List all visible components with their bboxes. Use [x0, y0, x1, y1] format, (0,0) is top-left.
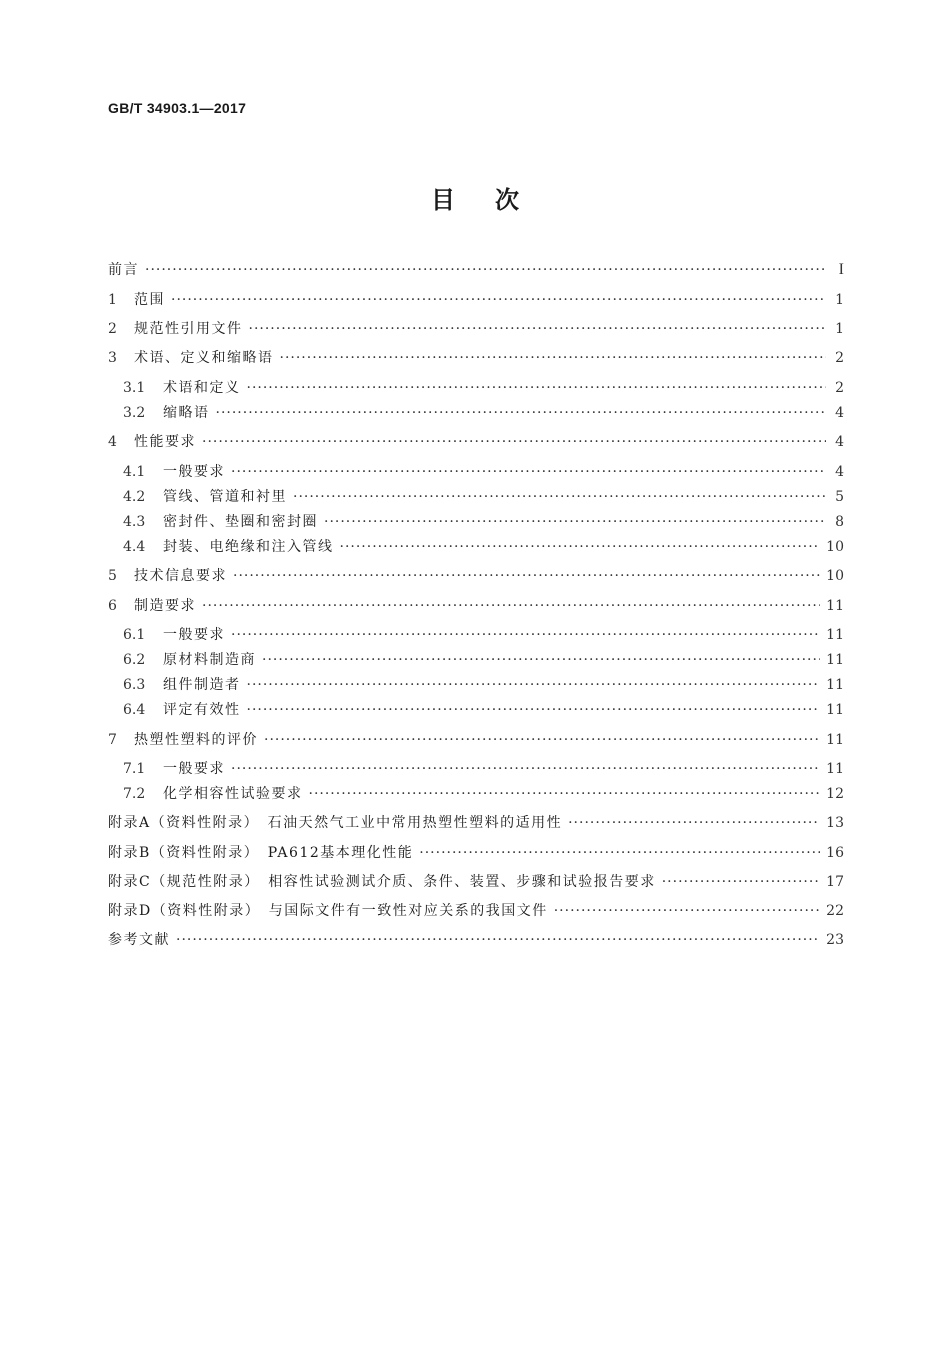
toc-entry-text: 热塑性塑料的评价 [134, 732, 258, 748]
dot-leader [249, 319, 827, 339]
toc-entry-page: 4 [835, 464, 844, 480]
dot-leader [340, 537, 821, 557]
toc-entry-text: 附录D（资料性附录） 与国际文件有一致性对应关系的我国文件 [108, 903, 548, 919]
toc-entry-number: 1 [108, 292, 117, 308]
toc-entry-page: 22 [826, 903, 844, 919]
toc-entry-page: 4 [835, 434, 844, 450]
dot-leader [324, 512, 826, 532]
toc-entry-number: 6.2 [123, 652, 146, 668]
toc-entry-number: 4.4 [123, 539, 146, 555]
toc-entry-7-2[interactable] [123, 784, 844, 804]
toc-entry-number: 6.3 [123, 677, 146, 693]
toc-entry-page: 11 [826, 652, 844, 668]
toc-entry-page: 5 [835, 489, 844, 505]
toc-entry-number: 6.4 [123, 702, 146, 718]
toc-entry-page: 17 [826, 874, 844, 890]
toc-entry-page: 1 [835, 321, 844, 337]
toc-entry-number: 4.2 [123, 489, 146, 505]
toc-entry-number: 3 [108, 350, 117, 366]
toc-entry-page: 4 [835, 405, 844, 421]
toc-entry-number: 4.3 [123, 514, 146, 530]
dot-leader [419, 843, 820, 863]
toc-entry-number: 2 [108, 321, 117, 337]
toc-entry-6-3[interactable] [123, 675, 844, 695]
toc-entry-page: 23 [826, 932, 844, 948]
toc-entry-page: 11 [826, 598, 844, 614]
toc-entry-foreword[interactable] [108, 260, 844, 280]
dot-leader [231, 625, 820, 645]
dot-leader [568, 813, 820, 833]
toc-entry-6-4[interactable] [123, 700, 844, 720]
toc-entry-page: 11 [826, 702, 844, 718]
toc-entry-text: 密封件、垫圈和密封圈 [163, 514, 318, 530]
toc-entry-page: 2 [835, 350, 844, 366]
toc-entry-4-4[interactable] [123, 537, 844, 557]
dot-leader [264, 730, 820, 750]
toc-entry-4-1[interactable] [123, 462, 844, 482]
toc-entry-text: 组件制造者 [163, 677, 241, 693]
toc-entry-4[interactable] [108, 432, 844, 452]
dot-leader [233, 566, 820, 586]
toc-entry-appendix-b[interactable] [108, 843, 844, 863]
toc-entry-number: 3.1 [123, 380, 146, 396]
toc-entry-6-1[interactable] [123, 625, 844, 645]
dot-leader [216, 403, 827, 423]
dot-leader [145, 260, 826, 280]
toc-entry-1[interactable] [108, 290, 844, 310]
toc-entry-page: 11 [826, 732, 844, 748]
toc-entry-number: 6 [108, 598, 117, 614]
toc-entry-text: 一般要求 [163, 761, 225, 777]
toc-entry-appendix-d[interactable] [108, 901, 844, 921]
toc-entry-text: 附录C（规范性附录） 相容性试验测试介质、条件、装置、步骤和试验报告要求 [108, 874, 656, 890]
toc-entry-text: 封装、电绝缘和注入管线 [163, 539, 334, 555]
toc-entry-page: 11 [826, 627, 844, 643]
toc-entry-3[interactable] [108, 348, 844, 368]
dot-leader [171, 290, 826, 310]
toc-entry-number: 3.2 [123, 405, 146, 421]
toc-entry-page: 11 [826, 677, 844, 693]
toc-entry-text: 前言 [108, 262, 139, 278]
toc-entry-number: 6.1 [123, 627, 146, 643]
toc-entry-text: 附录B（资料性附录） PA612基本理化性能 [108, 845, 414, 861]
toc-entry-appendix-c[interactable] [108, 872, 844, 892]
dot-leader [176, 930, 820, 950]
toc-entry-number: 4 [108, 434, 117, 450]
toc-entry-text: 参考文献 [108, 932, 170, 948]
toc-entry-text: 规范性引用文件 [134, 321, 243, 337]
toc-entry-page: 16 [826, 845, 844, 861]
toc-entry-text: 管线、管道和衬里 [163, 489, 287, 505]
toc-entry-text: 缩略语 [163, 405, 210, 421]
dot-leader [231, 759, 820, 779]
dot-leader [293, 487, 826, 507]
dot-leader [247, 378, 827, 398]
toc-entry-2[interactable] [108, 319, 844, 339]
toc-entry-text: 评定有效性 [163, 702, 241, 718]
toc-entry-text: 附录A（资料性附录） 石油天然气工业中常用热塑性塑料的适用性 [108, 815, 563, 831]
toc-entry-text: 术语和定义 [163, 380, 241, 396]
dot-leader [247, 675, 821, 695]
standard-code: GB/T 34903.1—2017 [108, 100, 247, 116]
toc-entry-7-1[interactable] [123, 759, 844, 779]
dot-leader [247, 700, 821, 720]
toc-entry-5[interactable] [108, 566, 844, 586]
toc-entry-text: 一般要求 [163, 464, 225, 480]
toc-entry-3-2[interactable] [123, 403, 844, 423]
toc-entry-page: 2 [835, 380, 844, 396]
toc-entry-6-2[interactable] [123, 650, 844, 670]
toc-entry-text: 制造要求 [134, 598, 196, 614]
dot-leader [309, 784, 821, 804]
dot-leader [280, 348, 827, 368]
dot-leader [231, 462, 826, 482]
dot-leader [262, 650, 820, 670]
toc-entry-page: 10 [826, 539, 844, 555]
toc-entry-text: 一般要求 [163, 627, 225, 643]
dot-leader [202, 432, 826, 452]
dot-leader [662, 872, 820, 892]
toc-entry-appendix-a[interactable] [108, 813, 844, 833]
toc-entry-4-2[interactable] [123, 487, 844, 507]
page-title: 目次 [431, 186, 559, 214]
toc-entry-3-1[interactable] [123, 378, 844, 398]
toc-entry-page: 8 [835, 514, 844, 530]
dot-leader [554, 901, 820, 921]
toc-entry-page: 11 [826, 761, 844, 777]
toc-entry-text: 性能要求 [134, 434, 196, 450]
toc-entry-text: 术语、定义和缩略语 [134, 350, 274, 366]
toc-entry-6[interactable] [108, 596, 844, 616]
toc-entry-text: 原材料制造商 [163, 652, 256, 668]
toc-entry-4-3[interactable] [123, 512, 844, 532]
toc-entry-page: 13 [826, 815, 844, 831]
toc-entry-page: 1 [835, 292, 844, 308]
toc-entry-page: 10 [826, 568, 844, 584]
toc-entry-references[interactable] [108, 930, 844, 950]
toc-entry-page: I [838, 261, 844, 278]
toc-entry-text: 化学相容性试验要求 [163, 786, 303, 802]
toc-entry-number: 7.2 [123, 786, 146, 802]
toc-entry-number: 7.1 [123, 761, 146, 777]
toc-entry-number: 5 [108, 568, 117, 584]
toc-entry-number: 4.1 [123, 464, 146, 480]
toc-entry-text: 技术信息要求 [134, 568, 227, 584]
toc-entry-text: 范围 [134, 292, 165, 308]
toc-entry-page: 12 [826, 786, 844, 802]
toc-entry-7[interactable] [108, 730, 844, 750]
toc-entry-number: 7 [108, 732, 117, 748]
dot-leader [202, 596, 820, 616]
